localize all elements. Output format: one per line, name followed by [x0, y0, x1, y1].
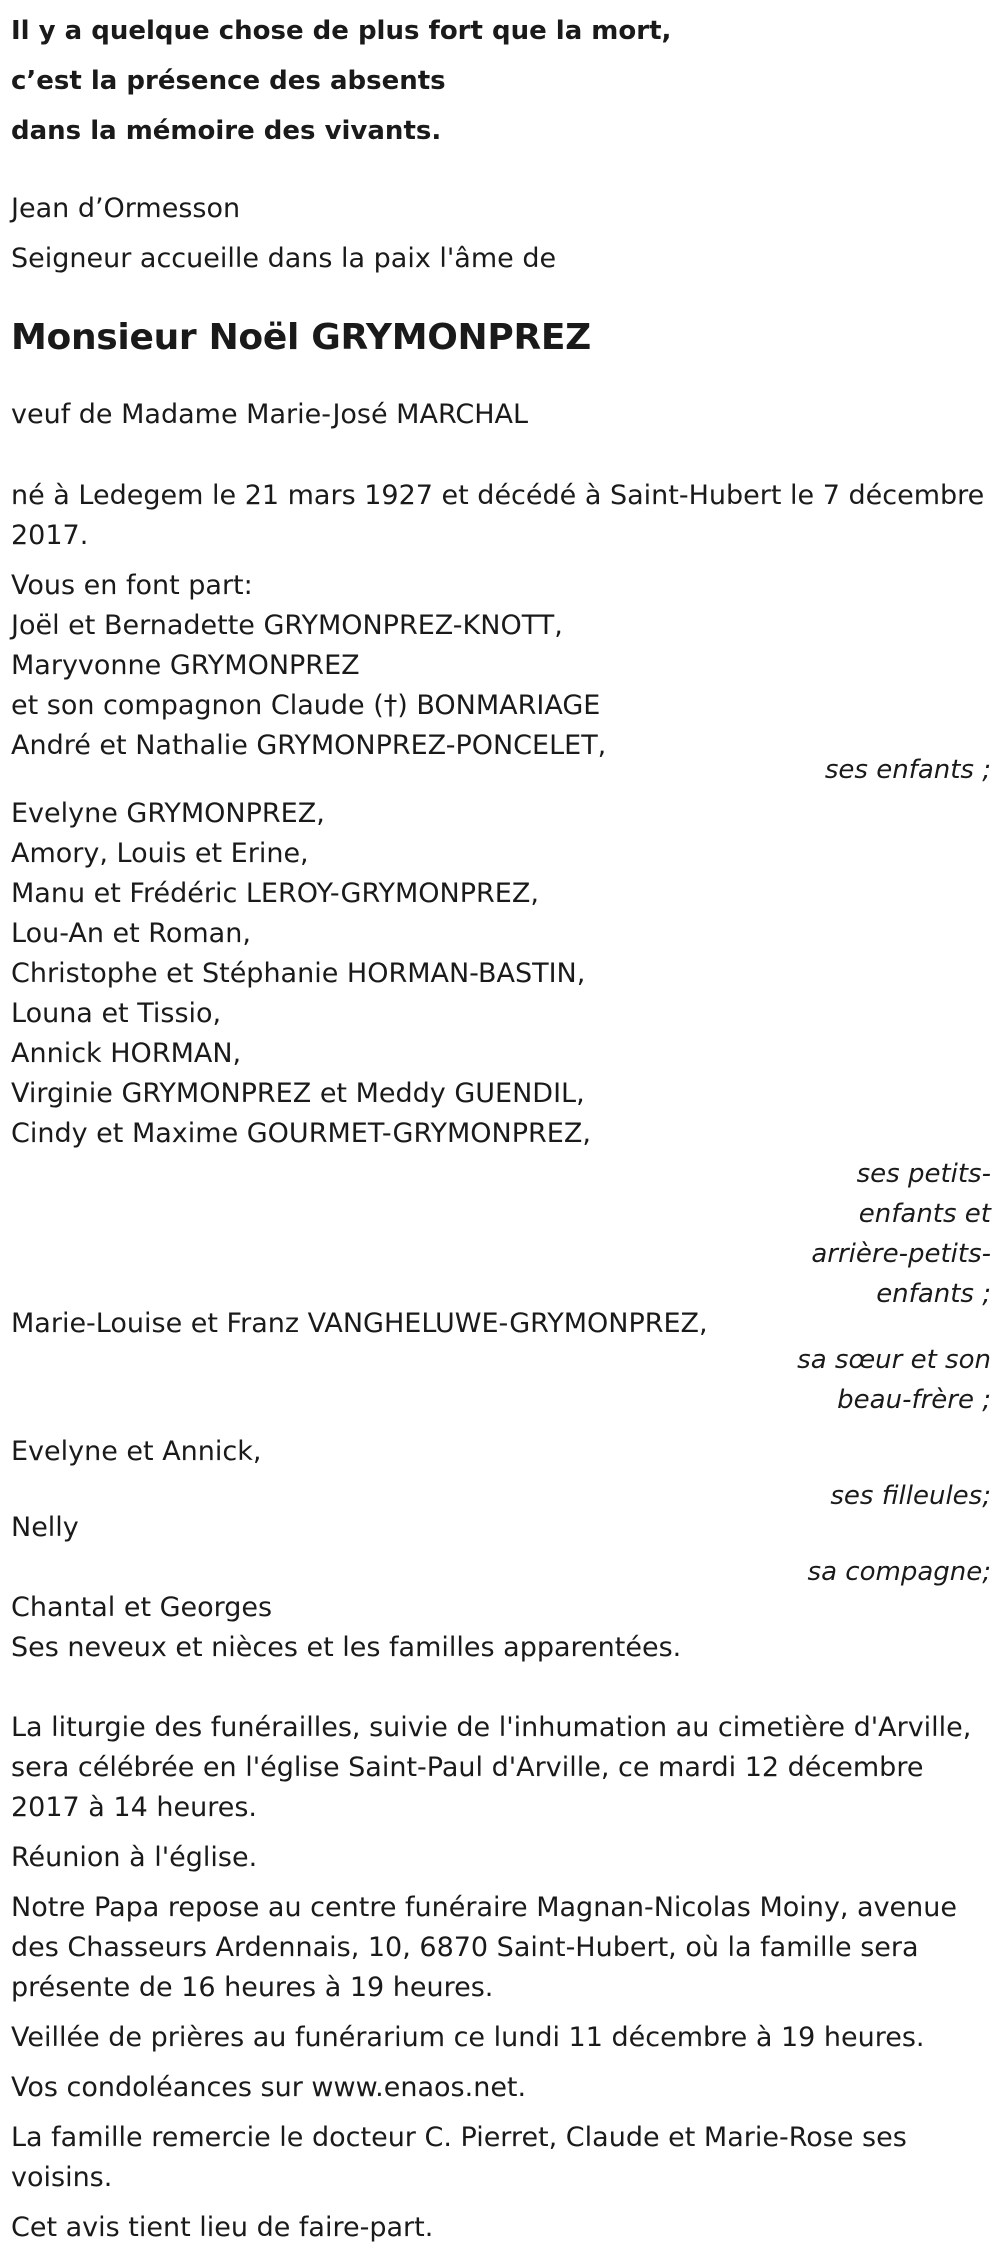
list-item: Ses neveux et nièces et les familles apparentées. [11, 1632, 682, 1663]
goddaughters-relation: ses filleules; [830, 1481, 991, 1511]
thanks-text: La famille remercie le docteur C. Pierret, Claude et Marie-Rose ses voisins. [11, 2122, 907, 2193]
list-item: Evelyne GRYMONPREZ, [11, 798, 325, 829]
vigil-details: Veillée de prières au funérarium ce lundi 11 décembre à 19 heures. [11, 2022, 925, 2053]
list-item: et son compagnon Claude (†) BONMARIAGE [11, 690, 601, 721]
list-item: Cindy et Maxime GOURMET-GRYMONPREZ, [11, 1118, 591, 1149]
announcers-heading: Vous en font part: [11, 570, 253, 601]
grandchildren-list [11, 794, 991, 1154]
condolences-text: Vos condoléances sur www.enaos.net. [11, 2072, 527, 2103]
list-item: Virginie GRYMONPREZ et Meddy GUENDIL, [11, 1078, 585, 1109]
intro-text: Seigneur accueille dans la paix l'âme de [11, 243, 557, 274]
quote-author: Jean d’Ormesson [11, 193, 241, 224]
grandchildren-relation: ses petits-enfants et arrière-petits-enfants ; [811, 1159, 991, 1309]
viewing-details: Notre Papa repose au centre funéraire Magnan-Nicolas Moiny, avenue des Chasseurs Ardennais, 10, 6870 Saint-Hubert, où la famille sera présente de 16 heures à 19 heures. [11, 1892, 958, 2003]
quote-line: Il y a quelque chose de plus fort que la mort, [11, 16, 672, 46]
list-item: André et Nathalie GRYMONPREZ-PONCELET, [11, 730, 607, 761]
companion-relation: sa compagne; [807, 1557, 991, 1587]
list-item: Manu et Frédéric LEROY-GRYMONPREZ, [11, 878, 539, 909]
gathering-details: Réunion à l'église. [11, 1842, 258, 1873]
children-relation: ses enfants ; [824, 755, 991, 785]
sister-relation: sa sœur et son beau-frère ; [797, 1345, 991, 1415]
birth-death-dates: né à Ledegem le 21 mars 1927 et décédé à Saint-Hubert le 7 décembre 2017. [11, 480, 985, 551]
quote-line: c’est la présence des absents [11, 66, 446, 96]
sister-entry: Marie-Louise et Franz VANGHELUWE-GRYMONPREZ, [11, 1308, 708, 1339]
companion-entry: Nelly [11, 1512, 79, 1543]
notice-text: Cet avis tient lieu de faire-part. [11, 2212, 434, 2243]
widow-of: veuf de Madame Marie-José MARCHAL [11, 399, 529, 430]
epigraph [11, 6, 991, 156]
list-item: Joël et Bernadette GRYMONPREZ-KNOTT, [11, 610, 563, 641]
list-item: Louna et Tissio, [11, 998, 222, 1029]
funeral-details: La liturgie des funérailles, suivie de l'inhumation au cimetière d'Arville, sera célébrée en l'église Saint-Paul d'Arville, ce mardi 12 décembre 2017 à 14 heures. [11, 1712, 972, 1823]
list-item: Annick HORMAN, [11, 1038, 242, 1069]
other-relatives [11, 1588, 991, 1668]
quote-line: dans la mémoire des vivants. [11, 116, 442, 146]
deceased-name: Monsieur Noël GRYMONPREZ [11, 317, 591, 358]
children-list [11, 606, 991, 766]
list-item: Lou-An et Roman, [11, 918, 251, 949]
obituary-notice [11, 6, 991, 2248]
goddaughters-entry: Evelyne et Annick, [11, 1436, 262, 1467]
list-item: Chantal et Georges [11, 1592, 273, 1623]
list-item: Maryvonne GRYMONPREZ [11, 650, 360, 681]
list-item: Christophe et Stéphanie HORMAN-BASTIN, [11, 958, 586, 989]
list-item: Amory, Louis et Erine, [11, 838, 309, 869]
